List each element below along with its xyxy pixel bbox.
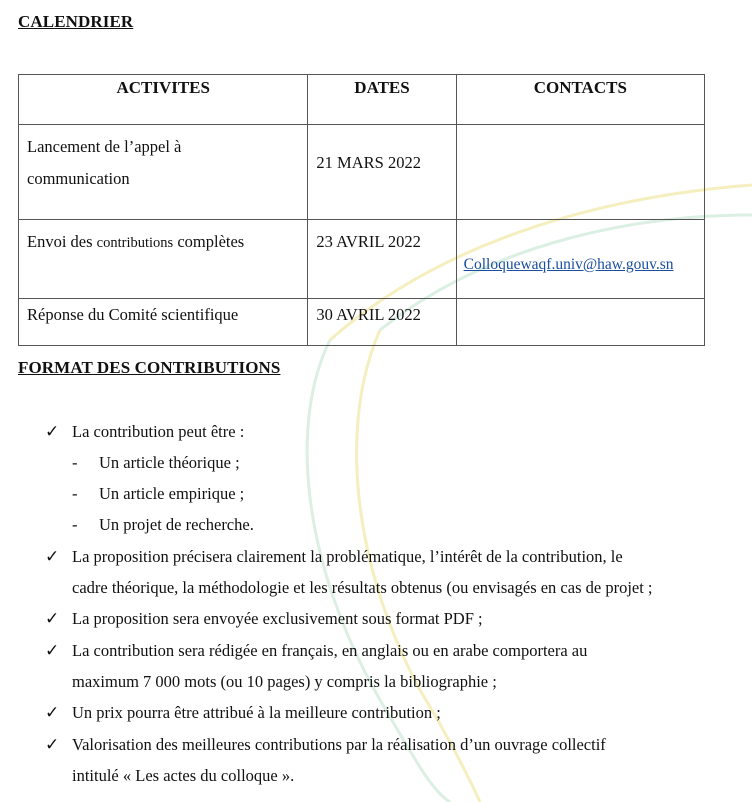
- contact-cell: [456, 125, 704, 220]
- checkmark-icon: ✓: [45, 641, 60, 660]
- activity-cell: Réponse du Comité scientifique: [19, 299, 308, 346]
- checkmark-icon: ✓: [45, 547, 60, 566]
- contact-email-link[interactable]: Colloquewaqf.univ@haw.gouv.sn: [463, 256, 674, 273]
- checkmark-icon: ✓: [45, 422, 60, 441]
- header-activities: ACTIVITES: [19, 75, 308, 125]
- activity-cell: [19, 125, 308, 220]
- dash-bullet: -: [72, 453, 78, 472]
- checkmark-icon: ✓: [45, 735, 60, 754]
- header-dates: DATES: [308, 75, 456, 125]
- contact-cell: [456, 220, 704, 299]
- date-cell: 23 AVRIL 2022: [308, 220, 456, 299]
- dash-bullet: -: [72, 484, 78, 503]
- sub-list-item-text: Un article empirique ;: [99, 484, 245, 503]
- table-header-row: [19, 75, 705, 125]
- activity-cell: [19, 220, 308, 299]
- checkmark-icon: ✓: [45, 703, 60, 722]
- list-item-text: cadre théorique, la méthodologie et les résultats obtenus (ou envisagés en cas de projet ;: [72, 578, 653, 597]
- table-row: [19, 125, 705, 220]
- activity-text-line1: Lancement de l’appel à: [27, 137, 182, 156]
- activity-text-part: contributions: [96, 235, 174, 251]
- checkmark-icon: ✓: [45, 609, 60, 628]
- activity-text-line2: communication: [27, 169, 130, 188]
- sub-list-item-text: Un projet de recherche.: [99, 515, 254, 534]
- activity-text-part: complètes: [173, 232, 245, 251]
- dash-bullet: -: [72, 515, 78, 534]
- table-row: [19, 299, 705, 346]
- table-row: [19, 220, 705, 299]
- calendar-table: [18, 74, 705, 346]
- sub-list-item-text: Un article théorique ;: [99, 453, 240, 472]
- list-item-text: La proposition sera envoyée exclusivement sous format PDF ;: [72, 609, 483, 628]
- list-item-text: La contribution sera rédigée en français, en anglais ou en arabe comportera au: [72, 641, 588, 660]
- list-item-text: La contribution peut être :: [72, 422, 245, 441]
- list-item-text: maximum 7 000 mots (ou 10 pages) y compris la bibliographie ;: [72, 672, 497, 691]
- calendar-heading: CALENDRIER: [18, 12, 134, 31]
- header-contacts: CONTACTS: [456, 75, 704, 125]
- list-item-text: intitulé « Les actes du colloque ».: [72, 766, 295, 785]
- contact-cell: [456, 299, 704, 346]
- date-cell: 21 MARS 2022: [308, 125, 456, 220]
- format-heading: FORMAT DES CONTRIBUTIONS: [18, 358, 281, 377]
- list-item-text: Valorisation des meilleures contributions par la réalisation d’un ouvrage collectif: [72, 735, 606, 754]
- list-item-text: Un prix pourra être attribué à la meilleure contribution ;: [72, 703, 441, 722]
- date-cell: 30 AVRIL 2022: [308, 299, 456, 346]
- list-item-text: La proposition précisera clairement la problématique, l’intérêt de la contribution, le: [72, 547, 623, 566]
- activity-text-part: Envoi des: [27, 232, 97, 251]
